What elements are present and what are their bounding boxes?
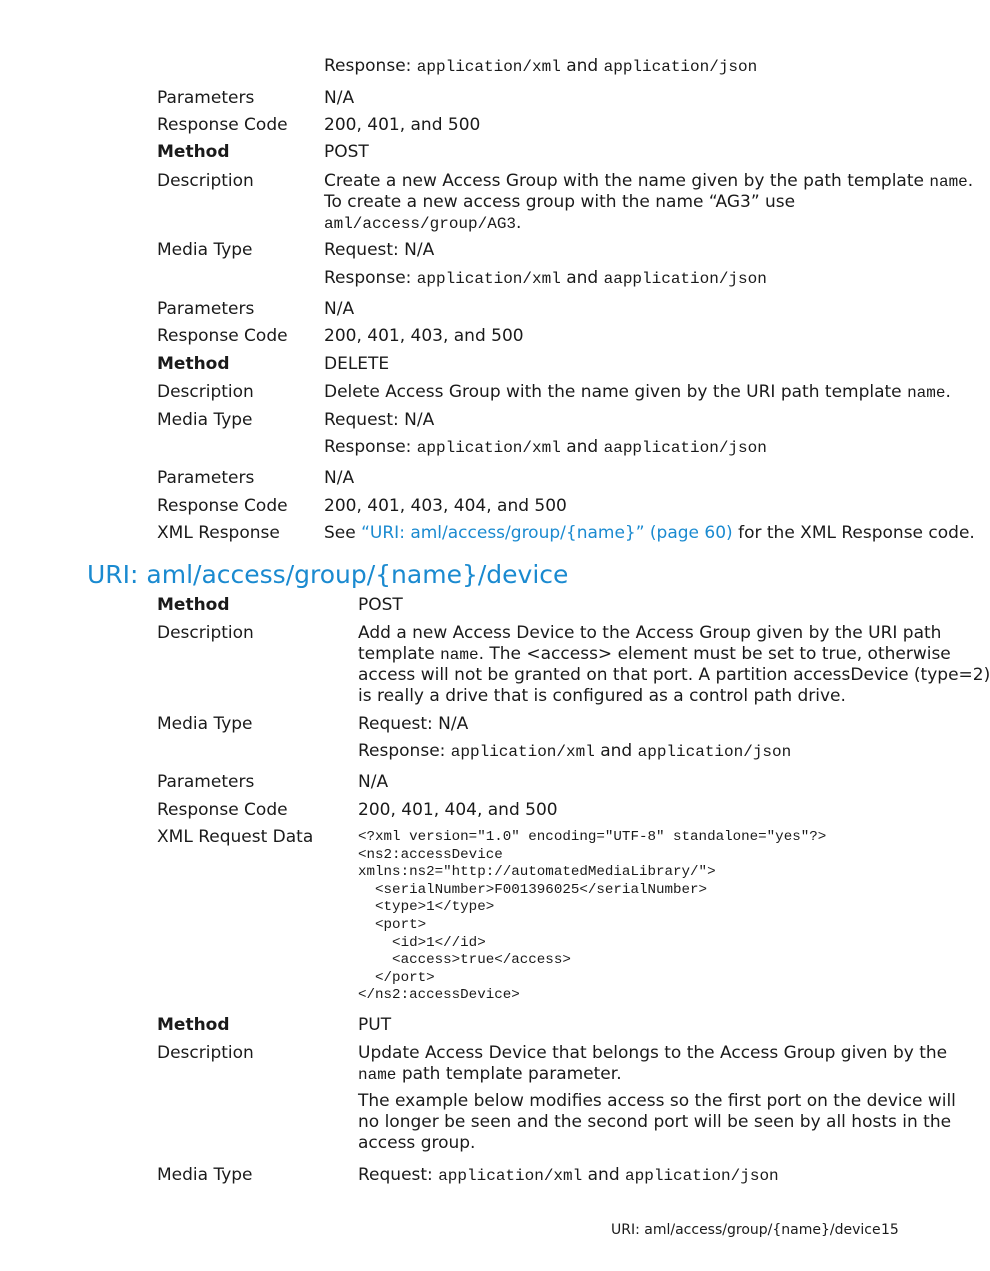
value-description-put-para2-line2: no longer be seen and the second port will be seen by all hosts in the — [358, 1112, 952, 1132]
value-description-post-line3: aml/access/group/AG3. — [324, 213, 522, 233]
label-description: Description — [157, 382, 254, 402]
label-description: Description — [157, 171, 254, 191]
label-parameters: Parameters — [157, 772, 255, 792]
label-xml-response: XML Response — [157, 523, 280, 543]
value-parameters: N/A — [358, 772, 389, 792]
xref-link[interactable]: “URI: aml/access/group/{name}” (page 60) — [361, 523, 733, 543]
value-description-put-para2-line3: access group. — [358, 1133, 476, 1153]
value-description-put-line1: Update Access Device that belongs to the Access Group given by the — [358, 1043, 948, 1063]
value-method-put: PUT — [358, 1015, 392, 1035]
label-media-type: Media Type — [157, 714, 253, 734]
value-description-line4: is really a drive that is configured as a control path drive. — [358, 686, 846, 706]
value-response-code: 200, 401, 404, and 500 — [358, 800, 558, 820]
label-response-code: Response Code — [157, 326, 288, 346]
value-method-post: POST — [324, 142, 369, 162]
value-parameters: N/A — [324, 299, 355, 319]
value-xml-response: See “URI: aml/access/group/{name}” (page 60) for the XML Response code. — [324, 523, 975, 543]
page-number: 15 — [881, 1222, 899, 1238]
value-media-request: Request: N/A — [324, 410, 435, 430]
value-description-line3: access will not be granted on that port. A partition accessDevice (type=2) — [358, 665, 990, 685]
value-media-request: Request: N/A — [358, 714, 469, 734]
value-method-post: POST — [358, 595, 403, 615]
label-response-code: Response Code — [157, 115, 288, 135]
value-parameters: N/A — [324, 468, 355, 488]
value-response-code: 200, 401, 403, 404, and 500 — [324, 496, 567, 516]
label-description: Description — [157, 1043, 254, 1063]
label-parameters: Parameters — [157, 299, 255, 319]
value-description-put-para2-line1: The example below modifies access so the first port on the device will — [358, 1091, 956, 1111]
value-media-response: Response: application/xml and aapplication/json — [324, 437, 767, 457]
value-media-response: Response: application/xml and aapplication/json — [324, 268, 767, 288]
media-type-response-0: Response: application/xml and application/json — [324, 56, 758, 76]
label-media-type: Media Type — [157, 410, 253, 430]
value-media-request-put: Request: application/xml and application/json — [358, 1165, 779, 1185]
value-description-line1: Add a new Access Device to the Access Group given by the URI path — [358, 623, 942, 643]
section-heading: URI: aml/access/group/{name}/device — [87, 560, 569, 589]
value-response-code: 200, 401, 403, and 500 — [324, 326, 524, 346]
label-method: Method — [157, 1015, 230, 1035]
xml-request-code: <?xml version="1.0" encoding="UTF-8" standalone="yes"?> <ns2:accessDevice xmlns:ns2="http://automatedMediaLibrary/"> <serialNumber>F001396025</serialNumber> <type>1</type> <port> <id>1<//id> <access>true</access> </port> </ns2:accessDevice> — [358, 829, 827, 1004]
label-parameters: Parameters — [157, 88, 255, 108]
label-media-type: Media Type — [157, 240, 253, 260]
value-description-put-line2: name path template parameter. — [358, 1064, 622, 1084]
label-parameters: Parameters — [157, 468, 255, 488]
value-parameters: N/A — [324, 88, 355, 108]
footer-title: URI: aml/access/group/{name}/device — [611, 1222, 881, 1238]
label-description: Description — [157, 623, 254, 643]
value-method-delete: DELETE — [324, 354, 390, 374]
label-response-code: Response Code — [157, 800, 288, 820]
value-description-line2: template name. The <access> element must be set to true, otherwise — [358, 644, 951, 664]
value-response-code: 200, 401, and 500 — [324, 115, 481, 135]
label-method: Method — [157, 142, 230, 162]
label-response-code: Response Code — [157, 496, 288, 516]
label-xml-request-data: XML Request Data — [157, 827, 314, 847]
label-method: Method — [157, 354, 230, 374]
label-media-type: Media Type — [157, 1165, 253, 1185]
value-description-delete: Delete Access Group with the name given by the URI path template name. — [324, 382, 951, 402]
value-description-post-line2: To create a new access group with the name “AG3” use — [324, 192, 796, 212]
label-method: Method — [157, 595, 230, 615]
value-media-request: Request: N/A — [324, 240, 435, 260]
value-description-post-line1: Create a new Access Group with the name given by the path template name. — [324, 171, 974, 191]
value-media-response: Response: application/xml and application/json — [358, 741, 792, 761]
